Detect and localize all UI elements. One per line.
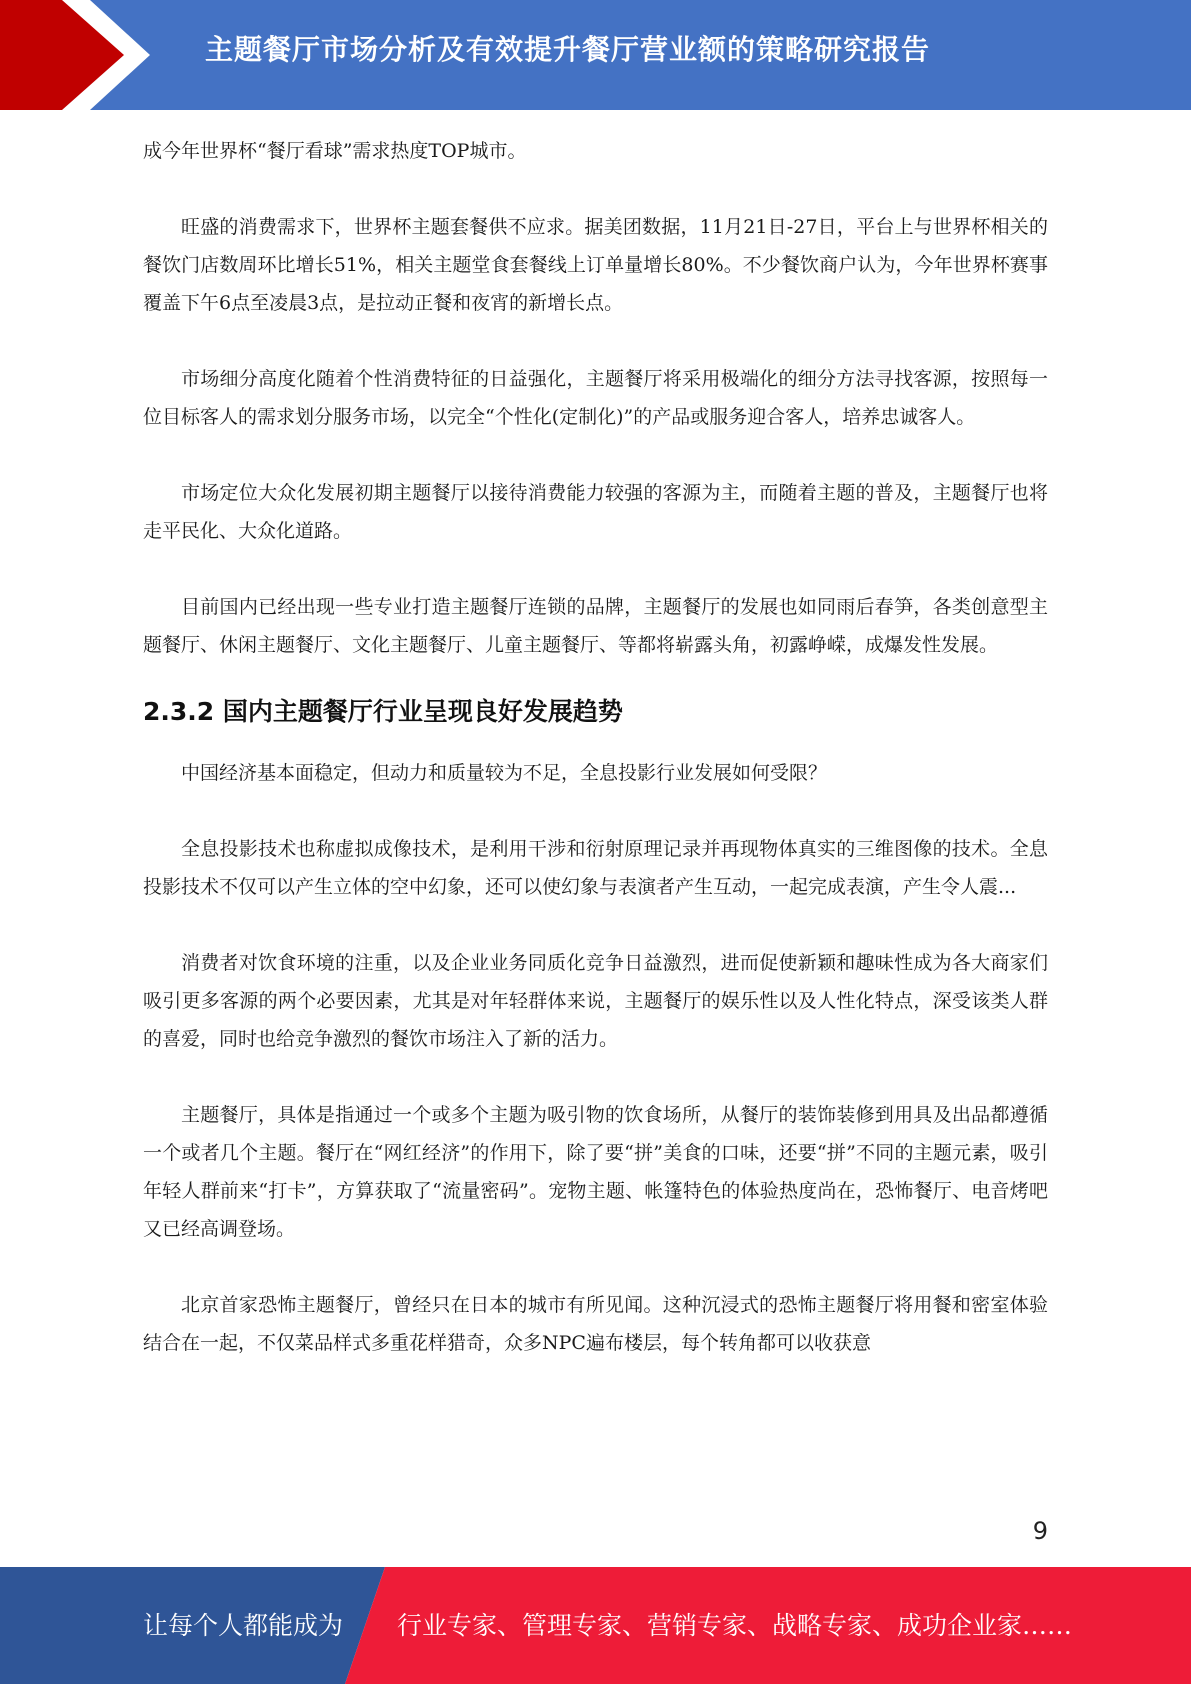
footer-slogan-left: 让每个人都能成为	[143, 1611, 344, 1640]
section-heading: 2.3.2 国内主题餐厅行业呈现良好发展趋势	[143, 697, 623, 726]
paragraph: 主题餐厅，具体是指通过一个或多个主题为吸引物的饮食场所，从餐厅的装饰装修到用具及出品都遵循一个或者几个主题。餐厅在“网红经济”的作用下，除了要“拼”美食的口味，还要“拼”不同的主题元素，吸引年轻人群前来“打卡”，方算获取了“流量密码”。宠物主题、帐篷特色的体验热度尚在，恐怖餐厅、电音烤吧又已经高调登场。	[143, 1104, 1048, 1240]
paragraph: 旺盛的消费需求下，世界杯主题套餐供不应求。据美团数据，11月21日-27日，平台上与世界杯相关的餐饮门店数周环比增长51%，相关主题堂食套餐线上订单量增长80%。不少餐饮商户认为，今年世界杯赛事覆盖下午6点至凌晨3点，是拉动正餐和夜宵的新增长点。	[143, 216, 1048, 314]
header-ribbon-decoration	[0, 0, 150, 110]
page-content	[143, 132, 1048, 1400]
paragraph: 目前国内已经出现一些专业打造主题餐厅连锁的品牌，主题餐厅的发展也如同雨后春笋，各类创意型主题餐厅、休闲主题餐厅、文化主题餐厅、儿童主题餐厅、等都将崭露头角，初露峥嵘，成爆发性发展。	[143, 596, 1048, 656]
paragraph: 北京首家恐怖主题餐厅，曾经只在日本的城市有所见闻。这种沉浸式的恐怖主题餐厅将用餐和密室体验结合在一起，不仅菜品样式多重花样猎奇，众多NPC遍布楼层，每个转角都可以收获意	[143, 1294, 1048, 1354]
report-title: 主题餐厅市场分析及有效提升餐厅营业额的策略研究报告	[205, 33, 931, 66]
paragraph: 市场细分高度化随着个性消费特征的日益强化，主题餐厅将采用极端化的细分方法寻找客源，按照每一位目标客人的需求划分服务市场，以完全“个性化(定制化)”的产品或服务迎合客人，培养忠诚客人。	[143, 368, 1048, 428]
paragraph: 成今年世界杯“餐厅看球”需求热度TOP城市。	[143, 140, 527, 162]
footer-slogan-right: 行业专家、管理专家、营销专家、战略专家、成功企业家……	[397, 1611, 1073, 1640]
page-number: 9	[1032, 1517, 1048, 1545]
page-footer	[0, 1567, 1191, 1684]
paragraph: 中国经济基本面稳定，但动力和质量较为不足，全息投影行业发展如何受限？	[181, 762, 828, 784]
paragraph: 消费者对饮食环境的注重，以及企业业务同质化竞争日益激烈，进而促使新颖和趣味性成为各大商家们吸引更多客源的两个必要因素，尤其是对年轻群体来说，主题餐厅的娱乐性以及人性化特点，深受该类人群的喜爱，同时也给竞争激烈的餐饮市场注入了新的活力。	[143, 952, 1048, 1050]
paragraph: 全息投影技术也称虚拟成像技术，是利用干涉和衍射原理记录并再现物体真实的三维图像的技术。全息投影技术不仅可以产生立体的空中幻象，还可以使幻象与表演者产生互动，一起完成表演，产生令人震...	[143, 838, 1048, 898]
paragraph: 市场定位大众化发展初期主题餐厅以接待消费能力较强的客源为主，而随着主题的普及，主题餐厅也将走平民化、大众化道路。	[143, 482, 1048, 542]
page-header	[0, 0, 1191, 110]
